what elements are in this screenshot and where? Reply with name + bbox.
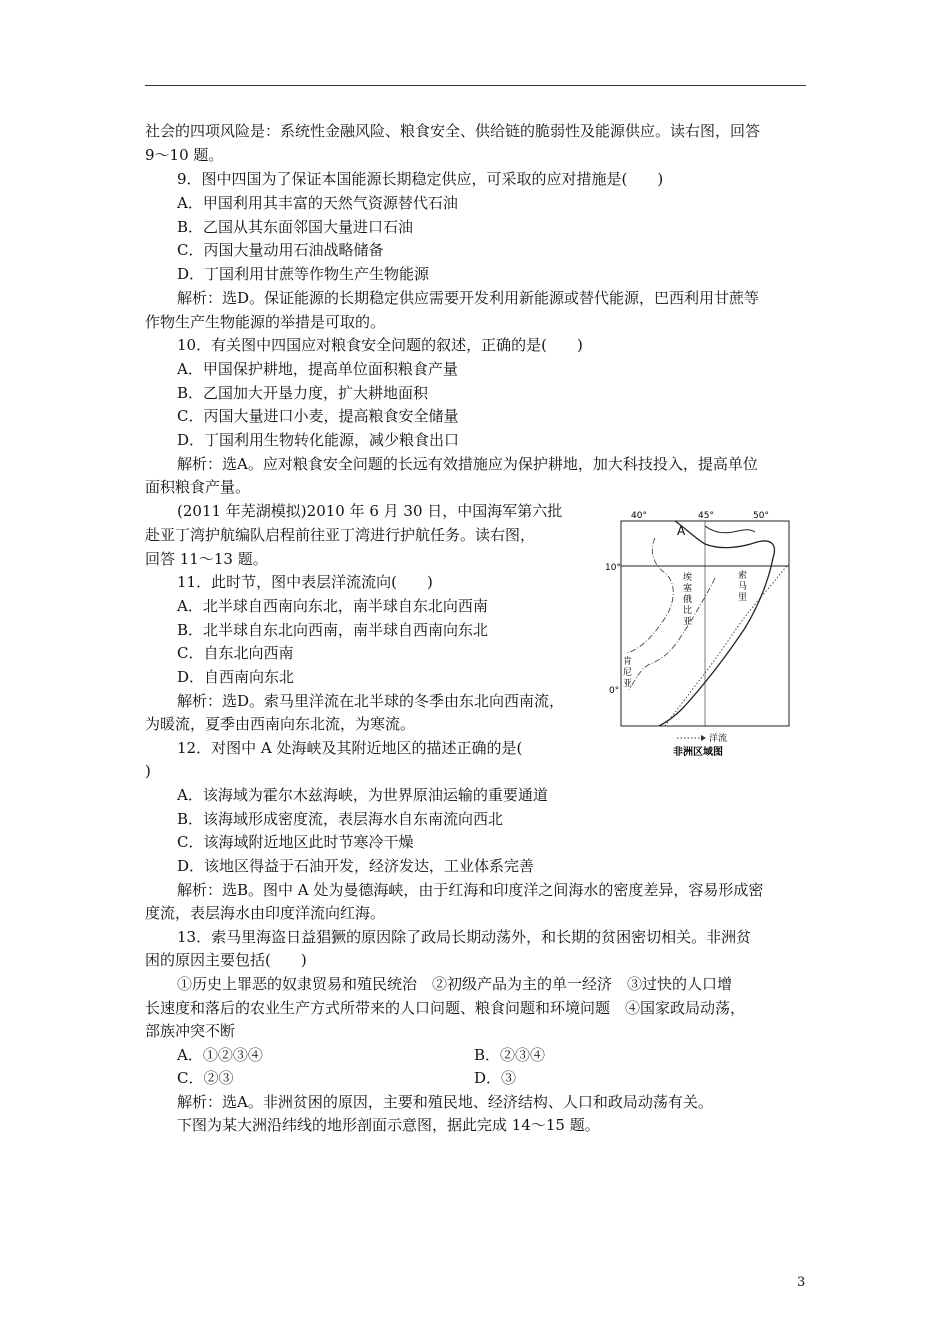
kenya-label-char: 尼 [623, 668, 633, 678]
question-13-cont: 困的原因主要包括( ) [145, 951, 307, 969]
option-10c: C．丙国大量进口小麦，提高粮食安全储量 [177, 407, 459, 425]
answer-9: 解析：选D。保证能源的长期稳定供应需要开发利用新能源或替代能源，巴西利用甘蔗等 [177, 289, 760, 307]
answer-12: 解析：选B。图中 A 处为曼德海峡，由于红海和印度洋之间海水的密度差异，容易形成密 [177, 881, 764, 899]
question-11: 11．此时节，图中表层洋流流向( ) [177, 573, 433, 591]
option-11a: A．北半球自西南向东北，南半球自东北向西南 [177, 597, 488, 615]
point-a-label: A [677, 524, 686, 538]
option-10a: A．甲国保护耕地，提高单位面积粮食产量 [177, 360, 458, 378]
intro-11-13: (2011 年芜湖模拟)2010 年 6 月 30 日，中国海军第六批 [177, 502, 563, 520]
text-line: 社会的四项风险是：系统性金融风险、粮食安全、供给链的脆弱性及能源供应。读右图，回答 [145, 122, 761, 140]
option-12c: C．该海域附近地区此时节寒冷干燥 [177, 833, 414, 851]
kenya-label-char: 亚 [623, 679, 633, 689]
border-line [627, 538, 673, 653]
lon-label-40: 40° [631, 511, 647, 521]
legend-label: 洋流 [709, 734, 728, 744]
answer-10: 解析：选A。应对粮食安全问题的长远有效措施应为保护耕地，加大科技投入，提高单位 [177, 455, 758, 473]
option-9b: B．乙国从其东面邻国大量进口石油 [177, 218, 414, 236]
option-13d: D．③ [474, 1069, 517, 1087]
statement-13-cont: 部族冲突不断 [145, 1022, 236, 1040]
question-9: 9．图中四国为了保证本国能源长期稳定供应，可采取的应对措施是( ) [177, 170, 664, 188]
somalia-label-char: 索 [738, 571, 748, 581]
answer-11-cont: 为暖流，夏季由西南向东北流，为寒流。 [145, 715, 416, 733]
option-11d: D．自西南向东北 [177, 668, 295, 686]
lon-label-50: 50° [753, 511, 769, 521]
somalia-label-char: 马 [738, 582, 748, 592]
option-12a: A．该海域为霍尔木兹海峡，为世界原油运输的重要通道 [177, 786, 548, 804]
answer-11: 解析：选D。索马里洋流在北半球的冬季由东北向西南流， [177, 692, 565, 710]
intro-11-13-cont: 回答 11～13 题。 [145, 550, 268, 568]
answer-9-cont: 作物生产生物能源的举措是可取的。 [145, 313, 386, 331]
option-13b: B．②③④ [474, 1046, 546, 1064]
question-12: 12．对图中 A 处海峡及其附近地区的描述正确的是( [177, 739, 523, 757]
africa-region-map [605, 508, 805, 758]
ethiopia-label-char: 比 [683, 606, 693, 616]
answer-10-cont: 面积粮食产量。 [145, 478, 251, 496]
option-12d: D．该地区得益于石油开发，经济发达，工业体系完善 [177, 857, 535, 875]
ethiopia-label-char: 亚 [683, 617, 693, 627]
ethiopia-label-char: 俄 [683, 595, 693, 605]
lat-label-0: 0° [609, 686, 620, 696]
answer-12-cont: 度流，表层海水由印度洋流向红海。 [145, 904, 386, 922]
ethiopia-label-char: 塞 [683, 584, 693, 594]
somalia-label-char: 里 [738, 593, 748, 603]
coastline-gulf [705, 526, 755, 533]
option-9a: A．甲国利用其丰富的天然气资源替代石油 [177, 194, 458, 212]
option-9d: D．丁国利用甘蔗等作物生产生物能源 [177, 265, 430, 283]
header-rule [145, 85, 806, 86]
intro-11-13-cont: 赴亚丁湾护航编队启程前往亚丁湾进行护航任务。读右图， [145, 526, 536, 544]
question-10: 10．有关图中四国应对粮食安全问题的叙述，正确的是( ) [177, 336, 583, 354]
option-9c: C．丙国大量动用石油战略储备 [177, 241, 384, 259]
option-12b: B．该海域形成密度流，表层海水自东南流向西北 [177, 810, 504, 828]
statement-13: ①历史上罪恶的奴隶贸易和殖民统治 ②初级产品为主的单一经济 ③过快的人口增 [177, 975, 733, 993]
lat-label-10: 10° [605, 563, 621, 573]
intro-14-15: 下图为某大洲沿纬线的地形剖面示意图，据此完成 14～15 题。 [177, 1116, 600, 1134]
ethiopia-label-char: 埃 [683, 573, 693, 583]
option-13a: A．①②③④ [177, 1046, 263, 1064]
option-11c: C．自东北向西南 [177, 644, 294, 662]
lon-label-45: 45° [698, 511, 714, 521]
page-number: 3 [797, 1275, 806, 1290]
option-11b: B．北半球自东北向西南，南半球自西南向东北 [177, 621, 489, 639]
option-10b: B．乙国加大开垦力度，扩大耕地面积 [177, 384, 429, 402]
text-line: 9～10 题。 [145, 146, 224, 164]
map-caption: 非洲区域图 [673, 747, 723, 758]
statement-13-cont: 长速度和落后的农业生产方式所带来的人口问题、粮食问题和环境问题 ④国家政局动荡， [145, 999, 746, 1017]
answer-13: 解析：选A。非洲贫困的原因，主要和殖民地、经济结构、人口和政局动荡有关。 [177, 1093, 713, 1111]
border-line [629, 578, 715, 690]
kenya-label-char: 肯 [623, 657, 633, 667]
question-12-cont: ) [145, 762, 151, 780]
legend-arrow-icon [701, 735, 706, 741]
coastline [659, 521, 774, 726]
option-13c: C．②③ [177, 1069, 234, 1087]
question-13: 13．索马里海盗日益猖獗的原因除了政局长期动荡外，和长期的贫困密切相关。非洲贫 [177, 928, 752, 946]
option-10d: D．丁国利用生物转化能源，减少粮食出口 [177, 431, 460, 449]
